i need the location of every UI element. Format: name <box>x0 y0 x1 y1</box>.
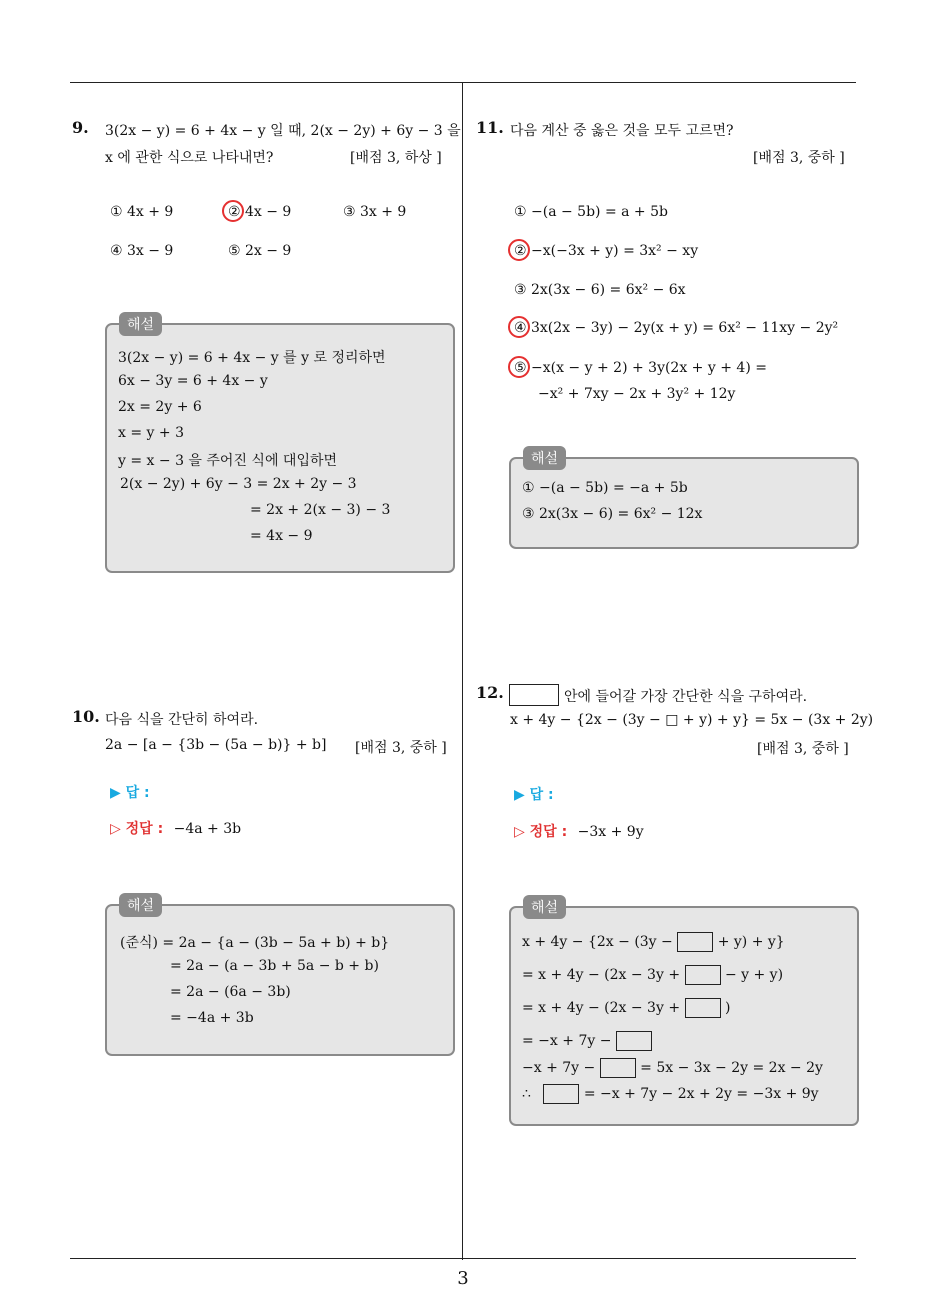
q9-option-4[interactable]: ④ 3x − 9 <box>110 243 174 259</box>
q12-blank-box <box>509 684 559 706</box>
q12-correct-label: ▷ 정답 : <box>514 824 568 840</box>
q10-explain-line: (준식) = 2a − {a − (3b − 5a + b) + b} <box>120 935 390 951</box>
q9-explain-line: = 4x − 9 <box>250 528 313 544</box>
q12-explain-text: = 5x − 3x − 2y = 2x − 2y <box>640 1060 823 1076</box>
q12-correct-value: −3x + 9y <box>577 824 644 840</box>
q12-blank-box <box>685 998 721 1018</box>
q12-explain-text: = x + 4y − (2x − 3y + <box>522 1000 681 1016</box>
q12-explain-text: x + 4y − {2x − (3y − <box>522 934 673 950</box>
q12-correct-row <box>514 821 644 841</box>
q10-correct-row <box>110 818 241 838</box>
q10-explain-line: = −4a + 3b <box>170 1010 254 1026</box>
q12-explanation-tag: 해설 <box>523 895 566 919</box>
q9-line1: 3(2x − y) = 6 + 4x − y 일 때, 2(x − 2y) + 6y − 3 을 <box>105 123 461 139</box>
q11-explanation-box <box>509 457 859 549</box>
q10-correct-label: ▷ 정답 : <box>110 821 164 837</box>
q12-explain-text: + y) + y} <box>717 934 785 950</box>
q11-option-4[interactable]: ④ 3x(2x − 3y) − 2y(x + y) = 6x² − 11xy − 2y² <box>514 320 839 336</box>
q10-explanation-tag: 해설 <box>119 893 162 917</box>
q12-blank-box <box>616 1031 652 1051</box>
q10-explain-line: = 2a − (a − 3b + 5a − b + b) <box>170 958 379 974</box>
q12-explain-text: − y + y) <box>724 967 784 983</box>
q11-explain-line: ③ 2x(3x − 6) = 6x² − 12x <box>522 506 703 522</box>
q12-explain-row <box>522 1084 819 1104</box>
q9-option-1[interactable]: ① 4x + 9 <box>110 204 174 220</box>
q12-blank-box <box>677 932 713 952</box>
q11-explanation-tag: 해설 <box>523 446 566 470</box>
q11-option-3[interactable]: ③ 2x(3x − 6) = 6x² − 6x <box>514 282 686 298</box>
q11-answer-mark-icon <box>508 356 530 378</box>
q11-option-1[interactable]: ① −(a − 5b) = a + 5b <box>514 204 668 220</box>
q11-line1: 다음 계산 중 옳은 것을 모두 고르면? <box>510 123 734 139</box>
q12-explain-text: = −x + 7y − 2x + 2y = −3x + 9y <box>583 1086 819 1102</box>
q12-blank-box <box>685 965 721 985</box>
column-divider <box>462 82 463 1260</box>
q12-line1: 안에 들어갈 가장 간단한 식을 구하여라. <box>564 689 808 705</box>
q10-explanation-box <box>105 904 455 1056</box>
q9-explain-line: 6x − 3y = 6 + 4x − y <box>118 373 268 389</box>
q9-answer-mark-icon <box>222 200 244 222</box>
q9-explain-line: = 2x + 2(x − 3) − 3 <box>250 502 391 518</box>
q12-blank-box <box>600 1058 636 1078</box>
q9-explain-line: 2(x − 2y) + 6y − 3 = 2x + 2y − 3 <box>120 476 357 492</box>
q9-explain-line: 3(2x − y) = 6 + 4x − y 를 y 로 정리하면 <box>118 350 386 366</box>
q9-line2: x 에 관한 식으로 나타내면? <box>105 150 274 166</box>
q12-explain-text: −x + 7y − <box>522 1060 596 1076</box>
q11-answer-mark-icon <box>508 316 530 338</box>
q12-explain-row <box>522 965 783 985</box>
q12-line2: x + 4y − {2x − (3y − □ + y) + y} = 5x − (3x + 2y) <box>510 712 874 728</box>
q10-answer-label: ▶ 답 : <box>110 785 150 801</box>
q9-option-2[interactable]: ② 4x − 9 <box>228 204 292 220</box>
q9-score: [배점 3, 하상 ] <box>350 150 442 166</box>
q10-score: [배점 3, 중하 ] <box>355 740 447 756</box>
q9-explanation-tag: 해설 <box>119 312 162 336</box>
q12-explain-text: = −x + 7y − <box>522 1033 612 1049</box>
q11-explain-line: ① −(a − 5b) = −a + 5b <box>522 480 688 496</box>
bottom-rule <box>70 1258 856 1259</box>
top-rule <box>70 82 856 83</box>
q9-number: 9. <box>72 118 89 137</box>
q10-correct-value: −4a + 3b <box>173 821 242 837</box>
q9-option-3[interactable]: ③ 3x + 9 <box>343 204 407 220</box>
q12-explain-text: ) <box>724 1000 731 1016</box>
q9-explain-line: 2x = 2y + 6 <box>118 399 202 415</box>
q11-option-5-cont: −x² + 7xy − 2x + 3y² + 12y <box>538 386 736 402</box>
q9-explain-line: y = x − 3 을 주어진 식에 대입하면 <box>118 453 338 469</box>
q12-score: [배점 3, 중하 ] <box>757 741 849 757</box>
q11-number: 11. <box>476 118 504 137</box>
q12-explain-row <box>522 1031 652 1051</box>
q12-explain-text: ∴ <box>522 1086 531 1102</box>
q9-option-5[interactable]: ⑤ 2x − 9 <box>228 243 292 259</box>
q12-explain-row <box>522 998 730 1018</box>
q10-line1: 다음 식을 간단히 하여라. <box>105 712 259 728</box>
q12-answer-label: ▶ 답 : <box>514 787 554 803</box>
q11-option-5[interactable]: ⑤ −x(x − y + 2) + 3y(2x + y + 4) = <box>514 360 767 376</box>
page-number: 3 <box>457 1268 469 1289</box>
q12-explain-row <box>522 1058 823 1078</box>
q10-line2: 2a − [a − {3b − (5a − b)} + b] <box>105 737 327 753</box>
q12-explain-row <box>522 932 785 952</box>
q10-number: 10. <box>72 707 100 726</box>
q11-score: [배점 3, 중하 ] <box>753 150 845 166</box>
q11-option-2[interactable]: ② −x(−3x + y) = 3x² − xy <box>514 243 699 259</box>
q11-answer-mark-icon <box>508 239 530 261</box>
q12-number: 12. <box>476 683 504 702</box>
q12-blank-box <box>543 1084 579 1104</box>
q12-explain-text: = x + 4y − (2x − 3y + <box>522 967 681 983</box>
q10-explain-line: = 2a − (6a − 3b) <box>170 984 291 1000</box>
q9-explain-line: x = y + 3 <box>118 425 184 441</box>
